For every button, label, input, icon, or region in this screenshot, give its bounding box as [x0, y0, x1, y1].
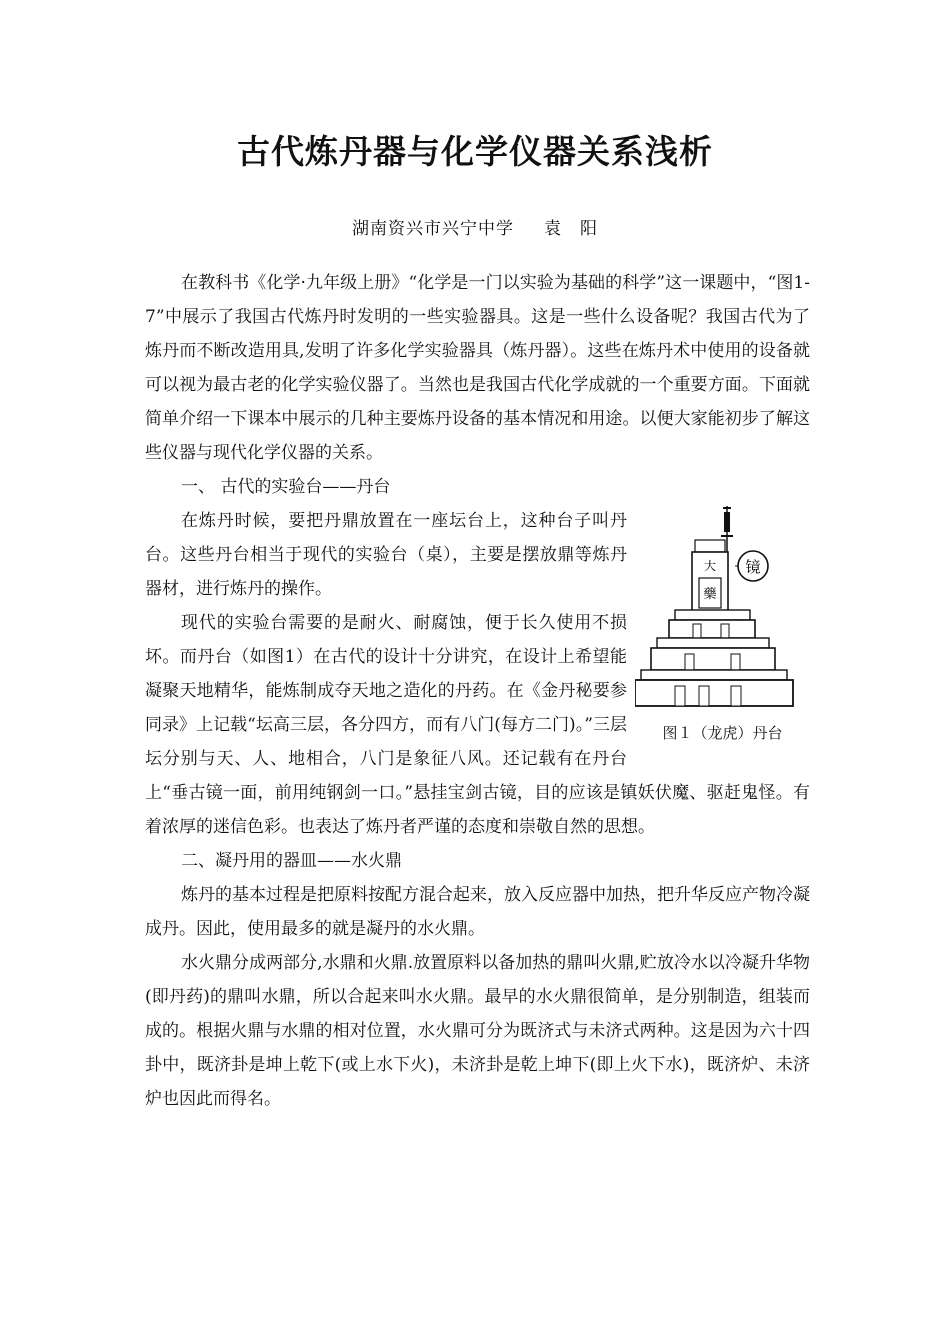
cauldron-top-label: 大: [703, 559, 717, 573]
author-line: [0, 214, 950, 239]
figure-dantai: [635, 504, 810, 750]
section1-paragraph-2: 现代的实验台需要的是耐火、耐腐蚀，便于长久使用不损坏。而丹台（如图1）在古代的设计十分讲究，在设计上希望能凝聚天地精华，能炼制成夺天地之造化的丹药。在《金丹秘要参同录》上记载“坛高三层，各分四方，而有八门(每方二门)。”三层坛分别与天、人、地相合，八门是象征八风。还记载有在丹台上“垂古镜一面，前用纯钢剑一口。”悬挂宝剑古镜，目的应该是镇妖伏魔、驱赶鬼怪。有着浓厚的迷信色彩。也表达了炼丹者严谨的态度和崇敬自然的思想。: [145, 613, 810, 837]
page-title: 古代炼丹器与化学仪器关系浅析: [237, 132, 713, 171]
section1-heading: 一、 古代的实验台——丹台: [181, 477, 391, 497]
intro-paragraph: 在教科书《化学·九年级上册》“化学是一门以实验为基础的科学”这一课题中，“图1-7”中展示了我国古代炼丹时发明的一些实验器具。这是一些什么设备呢？我国古代为了炼丹而不断改造用具,发明了许多化学实验器具（炼丹器）。这些在炼丹术中使用的设备就可以视为最古老的化学实验仪器了。当然也是我国古代化学成就的一个重要方面。下面就简单介绍一下课本中展示的几种主要炼丹设备的基本情况和用途。以便大家能初步了解这些仪器与现代化学仪器的关系。: [145, 273, 810, 463]
author-school: 湖南资兴市兴宁中学: [352, 219, 514, 239]
section2-heading: 二、凝丹用的器皿——水火鼎: [181, 851, 402, 871]
section1-paragraph-1: 在炼丹时候，要把丹鼎放置在一座坛台上，这种台子叫丹台。这些丹台相当于现代的实验台（桌），主要是摆放鼎等炼丹器材，进行炼丹的操作。: [145, 511, 627, 599]
figure-caption: 图１（龙虎）丹台: [662, 724, 783, 742]
section2-paragraph-2: 水火鼎分成两部分,水鼎和火鼎.放置原料以备加热的鼎叫火鼎,贮放冷水以冷凝升华物(即丹药)的鼎叫水鼎，所以合起来叫水火鼎。最早的水火鼎很简单，是分别制造，组装而成的。根据火鼎与水鼎的相对位置，水火鼎可分为既济式与未济式两种。这是因为六十四卦中，既济卦是坤上乾下(或上水下火)，未济卦是乾上坤下(即上火下水)，既济炉、未济炉也因此而得名。: [145, 953, 810, 1109]
mirror-label: 镜: [745, 558, 761, 576]
cauldron-mid-label: 藥: [703, 587, 717, 602]
article-body: [145, 266, 810, 1116]
section2-paragraph-1: 炼丹的基本过程是把原料按配方混合起来，放入反应器中加热，把升华反应产物冷凝成丹。因此，使用最多的就是凝丹的水火鼎。: [145, 885, 810, 939]
dantai-illustration: [635, 504, 810, 714]
author-name: 袁 阳: [544, 219, 598, 239]
